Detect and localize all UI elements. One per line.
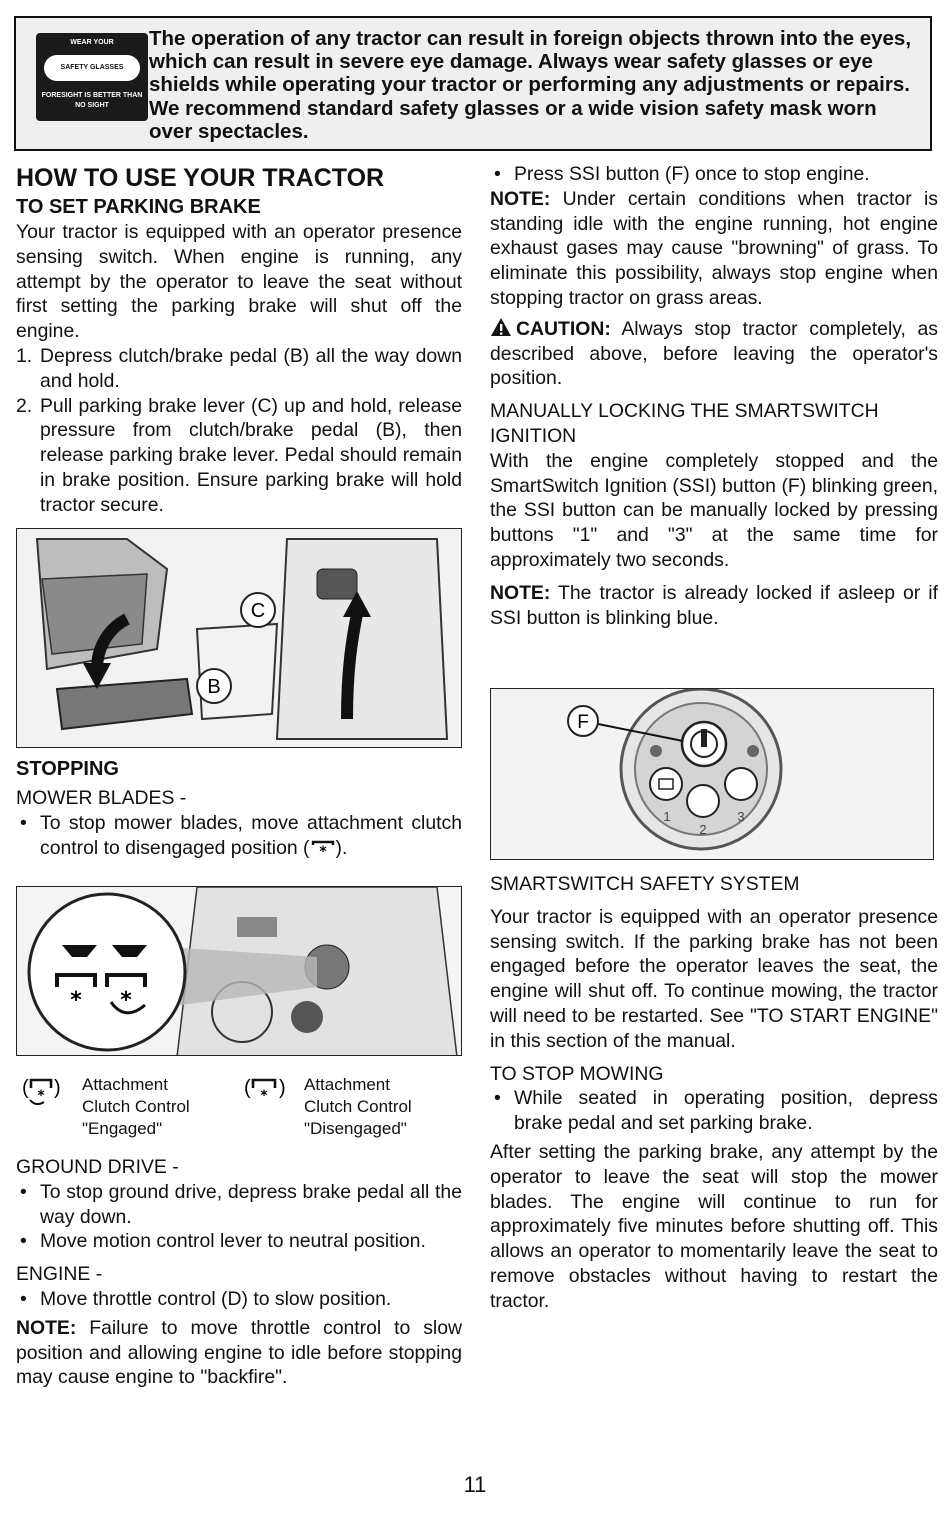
parking-brake-heading: TO SET PARKING BRAKE (16, 196, 261, 218)
svg-text:*: * (120, 988, 132, 1013)
bullet: • (494, 1087, 501, 1110)
disengaged-line-3: "Disengaged" (304, 1119, 407, 1138)
mower-bullet-text: To stop mower blades, move attachment clutch control to disengaged position ( (40, 811, 462, 859)
ground-bullet-1 (16, 1180, 462, 1230)
logo-line-2: SAFETY GLASSES (44, 55, 140, 81)
disengaged-line-2: Clutch Control (304, 1097, 412, 1116)
step-text: Depress clutch/brake pedal (B) all the way down and hold. (40, 344, 462, 392)
note-label: NOTE: (490, 581, 551, 604)
stopping-section (16, 756, 462, 860)
stop-mowing-bullet-text: While seated in operating position, depress brake pedal and set parking brake. (514, 1087, 938, 1135)
right-column (490, 162, 938, 630)
note-text: Failure to move throttle control to slow position and allowing engine to idle before stopping may cause engine to "backfire". (16, 1316, 462, 1389)
safety-glasses-logo (36, 33, 148, 121)
ssi-illustration (491, 689, 934, 860)
step-2 (16, 394, 462, 518)
svg-text:(: ( (244, 1077, 251, 1099)
clutch-engaged-icon (20, 1074, 64, 1108)
page-number: 11 (463, 1472, 487, 1497)
mower-blades-heading: MOWER BLADES - (16, 787, 187, 809)
note-label: NOTE: (16, 1316, 77, 1339)
svg-text:*: * (37, 1088, 45, 1104)
engaged-line-3: "Engaged" (82, 1119, 163, 1138)
ground-bullet-2-text: Move motion control lever to neutral position. (40, 1230, 426, 1253)
step-1 (16, 344, 462, 394)
safety-system-heading: SMARTSWITCH SAFETY SYSTEM (490, 873, 800, 895)
step-number: 1. (16, 344, 33, 367)
note-label: NOTE: (490, 187, 551, 210)
parking-brake-illustration (17, 529, 462, 748)
label-c: C (250, 600, 266, 622)
manual-lock-text: With the engine completely stopped and the SmartSwitch Ignition (SSI) button (F) blinking green, the SSI button can be manually locked by pressing buttons "1" and "3" at the same time for approximately two seconds. (490, 449, 938, 571)
clutch-disengaged-caption-icon (242, 1074, 292, 1108)
note-locked-text: The tractor is already locked if asleep or if SSI button is blinking blue. (490, 581, 938, 629)
svg-text:*: * (70, 988, 82, 1013)
button-label-3: 3 (737, 809, 745, 824)
right-lower-column (490, 872, 938, 1314)
engine-bullet-text: Move throttle control (D) to slow position. (40, 1287, 392, 1310)
parking-brake-figure (16, 528, 462, 748)
button-label-2: 2 (699, 822, 707, 837)
bullet: • (20, 1287, 27, 1310)
bullet: • (20, 1230, 27, 1253)
bullet: • (20, 1180, 27, 1203)
attachment-clutch-figure (16, 886, 462, 1056)
svg-text:(: ( (22, 1077, 29, 1099)
caution-label: CAUTION: (516, 317, 611, 340)
engaged-line-1: Attachment (82, 1075, 168, 1094)
warning-text: The operation of any tractor can result in foreign objects thrown into the eyes, which can result in severe eye damage. Always wear safety glasses or eye shields while operating your tractor or performing any adjustments or repairs. We recommend standard safety glasses or a wide vision safety mask worn over spectacles. (149, 27, 912, 143)
logo-line-3: FORESIGHT IS BETTER THAN NO SIGHT (41, 92, 143, 109)
mower-bullet (16, 811, 462, 861)
ssi-bullet (490, 162, 938, 187)
engaged-line-2: Clutch Control (82, 1097, 190, 1116)
caution-body: Always stop tractor completely, as described above, before leaving the operator's position. (490, 317, 938, 390)
svg-text:): ) (279, 1077, 286, 1099)
engine-note (16, 1316, 462, 1390)
svg-text:*: * (260, 1088, 268, 1104)
button-label-1: 1 (663, 809, 671, 824)
ground-bullet-1-text: To stop ground drive, depress brake pedal all the way down. (40, 1180, 462, 1228)
engine-heading: ENGINE - (16, 1263, 103, 1286)
engine-bullet (16, 1287, 462, 1312)
attachment-clutch-illustration (17, 887, 462, 1056)
ssi-figure (490, 688, 934, 860)
ground-drive-heading: GROUND DRIVE - (16, 1156, 179, 1178)
stop-mowing-bullet (490, 1086, 938, 1136)
disengaged-line-1: Attachment (304, 1075, 390, 1094)
note-browning-text: Under certain conditions when tractor is standing idle with the engine running, hot engine exhaust gases may cause "browning" of grass. To eliminate this possibility, always stop engine when stopping tractor on grass areas. (490, 187, 938, 309)
note-locked (490, 581, 938, 631)
mower-bullet-end: ). (335, 836, 348, 859)
caution-icon (490, 317, 512, 337)
bullet: • (20, 811, 27, 834)
stopping-heading: STOPPING (16, 758, 119, 780)
step-number: 2. (16, 394, 33, 417)
ground-bullet-2 (16, 1229, 462, 1254)
label-f: F (577, 712, 589, 733)
ground-engine-section (16, 1155, 462, 1390)
manual-lock-heading: MANUALLY LOCKING THE SMARTSWITCH IGNITION (490, 400, 879, 447)
stop-mowing-text: After setting the parking brake, any attempt by the operator to leave the seat will stop the mower blades. The engine will continue to run for approximately five minutes before shutting off. This allows an operator to momentarily leave the seat to remove obstacles without having to restart the tractor. (490, 1140, 938, 1312)
bullet: • (494, 163, 501, 185)
ssi-bullet-text: Press SSI button (F) once to stop engine. (514, 163, 870, 185)
clutch-disengaged-icon (310, 837, 336, 857)
safety-system-text: Your tractor is equipped with an operator presence sensing switch. If the parking brake has not been engaged before the operator leaves the seat, the engine will shut off. To continue mowing, the tractor will need to be restarted. See "TO START ENGINE" in this section of the manual. (490, 905, 938, 1052)
page-title: HOW TO USE YOUR TRACTOR (16, 164, 385, 192)
stop-mowing-heading: TO STOP MOWING (490, 1062, 664, 1085)
logo-line-1: WEAR YOUR (70, 39, 114, 46)
parking-intro: Your tractor is equipped with an operator presence sensing switch. When engine is running, any attempt by the operator to leave the seat without first setting the parking brake will shut off the engine. (16, 221, 462, 343)
left-column (16, 162, 462, 518)
label-b: B (207, 676, 221, 698)
svg-text:*: * (318, 843, 327, 857)
caution-text (490, 317, 938, 391)
step-text: Pull parking brake lever (C) up and hold, release pressure from clutch/brake pedal (B), then release parking brake lever. Pedal should remain in brake position. Ensure parking brake will hold tractor secure. (40, 394, 462, 516)
note-browning (490, 187, 938, 311)
safety-warning-box (14, 16, 932, 151)
svg-text:): ) (54, 1077, 61, 1099)
